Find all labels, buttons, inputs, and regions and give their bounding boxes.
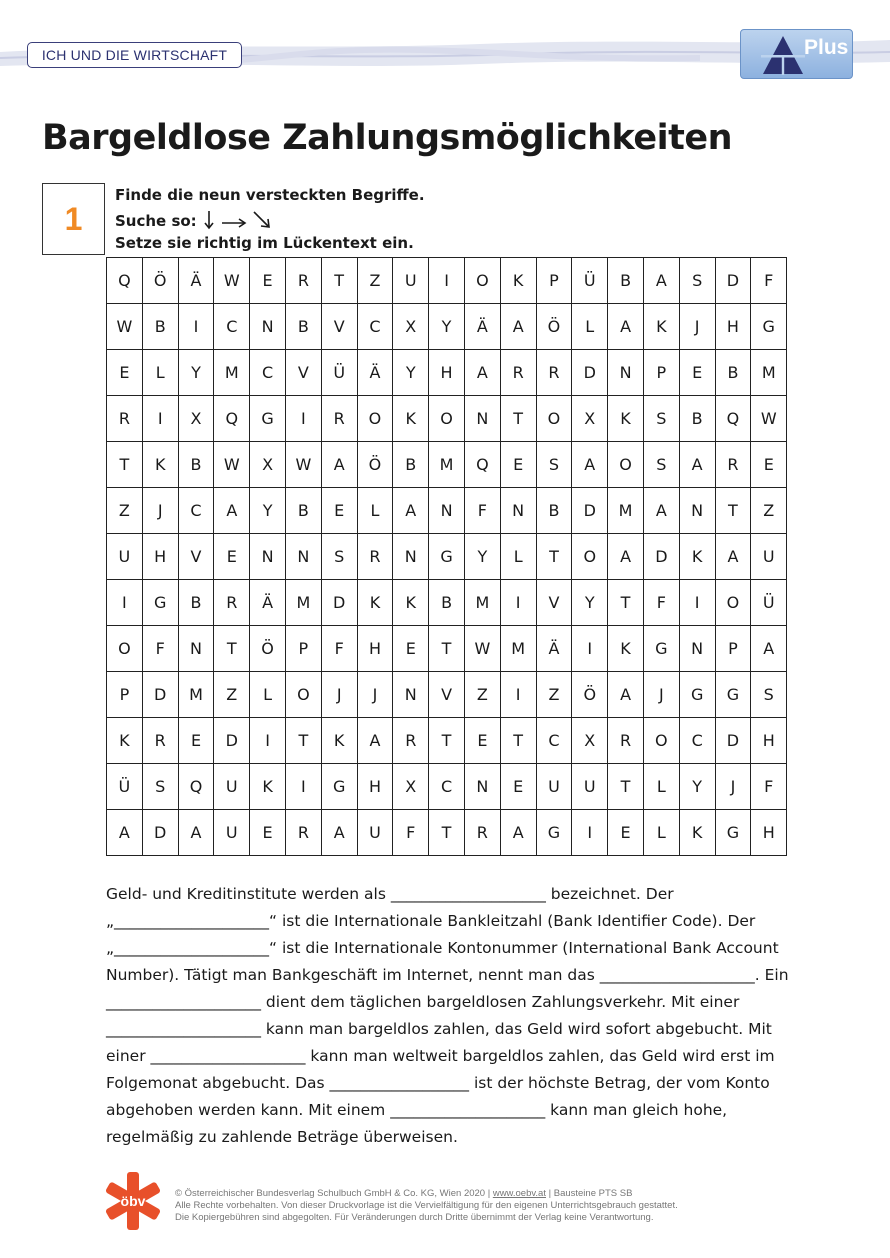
grid-cell: V [286, 350, 322, 396]
grid-cell: A [716, 534, 752, 580]
grid-cell: A [322, 810, 358, 856]
grid-cell: T [322, 258, 358, 304]
grid-cell: U [107, 534, 143, 580]
task-number: 1 [42, 183, 105, 255]
grid-cell: V [537, 580, 573, 626]
grid-cell: Y [429, 304, 465, 350]
grid-cell: Ü [572, 258, 608, 304]
grid-cell: G [429, 534, 465, 580]
oebv-logo [103, 1170, 163, 1232]
grid-cell: T [501, 396, 537, 442]
grid-cell: D [572, 350, 608, 396]
grid-cell: F [322, 626, 358, 672]
grid-cell: Ü [751, 580, 787, 626]
grid-cell: G [716, 672, 752, 718]
plus-badge [740, 29, 853, 79]
grid-cell: A [608, 534, 644, 580]
grid-cell: I [680, 580, 716, 626]
grid-cell: Ö [572, 672, 608, 718]
grid-cell: A [465, 350, 501, 396]
grid-cell: X [179, 396, 215, 442]
grid-cell: I [250, 718, 286, 764]
grid-cell: W [107, 304, 143, 350]
grid-cell: A [107, 810, 143, 856]
grid-cell: Z [537, 672, 573, 718]
grid-cell: P [716, 626, 752, 672]
grid-cell: W [751, 396, 787, 442]
grid-cell: R [286, 810, 322, 856]
grid-cell: K [608, 396, 644, 442]
grid-cell: T [429, 626, 465, 672]
grid-cell: T [608, 580, 644, 626]
grid-cell: U [393, 258, 429, 304]
grid-cell: X [572, 396, 608, 442]
grid-cell: R [286, 258, 322, 304]
grid-cell: D [143, 672, 179, 718]
grid-cell: Ä [537, 626, 573, 672]
grid-cell: K [501, 258, 537, 304]
grid-cell: O [716, 580, 752, 626]
footer-line-1 [175, 1188, 678, 1200]
grid-cell: A [501, 810, 537, 856]
grid-cell: K [680, 534, 716, 580]
grid-cell: I [107, 580, 143, 626]
grid-cell: N [429, 488, 465, 534]
grid-cell: E [608, 810, 644, 856]
grid-cell: N [250, 534, 286, 580]
arrow-down-icon [202, 210, 216, 230]
grid-cell: X [250, 442, 286, 488]
grid-cell: I [286, 764, 322, 810]
grid-cell: K [358, 580, 394, 626]
grid-cell: I [572, 810, 608, 856]
grid-cell: Ö [537, 304, 573, 350]
grid-cell: X [572, 718, 608, 764]
grid-cell: I [501, 580, 537, 626]
grid-cell: T [286, 718, 322, 764]
grid-cell: F [644, 580, 680, 626]
grid-cell: A [393, 488, 429, 534]
grid-cell: N [608, 350, 644, 396]
grid-cell: T [429, 810, 465, 856]
grid-cell: U [572, 764, 608, 810]
grid-cell: M [214, 350, 250, 396]
grid-cell: J [322, 672, 358, 718]
grid-cell: K [393, 396, 429, 442]
grid-cell: G [537, 810, 573, 856]
grid-cell: N [179, 626, 215, 672]
grid-cell: A [358, 718, 394, 764]
grid-cell: R [393, 718, 429, 764]
grid-cell: E [501, 442, 537, 488]
grid-cell: O [465, 258, 501, 304]
grid-cell: E [501, 764, 537, 810]
cloze-line: Folgemonat abgebucht. Das __________________ ist der höchste Betrag, der vom Konto [106, 1074, 770, 1092]
grid-cell: C [179, 488, 215, 534]
grid-cell: M [429, 442, 465, 488]
cloze-line: einer ____________________ kann man weltweit bargeldlos zahlen, das Geld wird erst im [106, 1047, 775, 1065]
grid-cell: M [286, 580, 322, 626]
grid-cell: O [286, 672, 322, 718]
grid-cell: P [107, 672, 143, 718]
grid-cell: Y [179, 350, 215, 396]
grid-cell: G [143, 580, 179, 626]
grid-cell: Ü [322, 350, 358, 396]
instruction-line-1: Finde die neun versteckten Begriffe. [115, 186, 425, 204]
grid-cell: A [572, 442, 608, 488]
grid-cell: N [465, 396, 501, 442]
grid-cell: H [751, 810, 787, 856]
grid-cell: A [501, 304, 537, 350]
grid-cell: G [644, 626, 680, 672]
grid-cell: E [107, 350, 143, 396]
footer-copyright-text: © Österreichischer Bundesverlag Schulbuch GmbH & Co. KG, Wien 2020 | [175, 1188, 493, 1199]
grid-cell: R [537, 350, 573, 396]
grid-cell: V [429, 672, 465, 718]
grid-cell: C [214, 304, 250, 350]
grid-cell: M [501, 626, 537, 672]
footer-series-text: | Bausteine PTS SB [545, 1188, 633, 1199]
grid-cell: B [286, 488, 322, 534]
page-title: Bargeldlose Zahlungsmöglichkeiten [42, 118, 733, 158]
cloze-line: „____________________“ ist die Internationale Bankleitzahl (Bank Identifier Code). Der [106, 912, 756, 930]
grid-cell: T [107, 442, 143, 488]
grid-cell: D [716, 718, 752, 764]
triangle-logo-icon [761, 34, 805, 76]
grid-cell: I [143, 396, 179, 442]
plus-badge-label: Plus [804, 36, 849, 59]
grid-cell: S [751, 672, 787, 718]
grid-cell: L [644, 810, 680, 856]
grid-cell: H [358, 626, 394, 672]
grid-cell: I [179, 304, 215, 350]
grid-cell: Ä [465, 304, 501, 350]
grid-cell: D [143, 810, 179, 856]
grid-cell: A [644, 258, 680, 304]
grid-cell: N [501, 488, 537, 534]
grid-cell: T [214, 626, 250, 672]
grid-cell: J [680, 304, 716, 350]
grid-cell: Z [358, 258, 394, 304]
grid-cell: L [250, 672, 286, 718]
grid-cell: B [286, 304, 322, 350]
grid-cell: E [751, 442, 787, 488]
grid-cell: V [179, 534, 215, 580]
grid-cell: L [501, 534, 537, 580]
grid-cell: S [143, 764, 179, 810]
grid-cell: S [644, 396, 680, 442]
footer-line-3: Die Kopiergebühren sind abgegolten. Für Veränderungen durch Dritte übernimmt der Verlag keine Verantwortung. [175, 1212, 654, 1223]
grid-cell: I [572, 626, 608, 672]
grid-cell: W [465, 626, 501, 672]
grid-cell: H [358, 764, 394, 810]
grid-cell: A [214, 488, 250, 534]
grid-cell: K [644, 304, 680, 350]
grid-cell: E [393, 626, 429, 672]
grid-cell: K [250, 764, 286, 810]
grid-cell: B [179, 442, 215, 488]
grid-cell: N [393, 672, 429, 718]
grid-cell: Y [680, 764, 716, 810]
grid-cell: M [465, 580, 501, 626]
grid-cell: O [358, 396, 394, 442]
grid-cell: A [644, 488, 680, 534]
grid-cell: S [537, 442, 573, 488]
grid-cell: C [680, 718, 716, 764]
grid-cell: D [572, 488, 608, 534]
grid-cell: E [465, 718, 501, 764]
grid-cell: R [322, 396, 358, 442]
grid-cell: G [322, 764, 358, 810]
grid-cell: U [214, 764, 250, 810]
grid-cell: K [107, 718, 143, 764]
grid-cell: B [680, 396, 716, 442]
instruction-line-2 [115, 210, 272, 230]
grid-cell: F [143, 626, 179, 672]
grid-cell: A [608, 304, 644, 350]
grid-cell: Ö [358, 442, 394, 488]
grid-cell: L [358, 488, 394, 534]
grid-cell: L [644, 764, 680, 810]
grid-cell: R [465, 810, 501, 856]
grid-cell: J [143, 488, 179, 534]
arrow-diagonal-icon [252, 210, 272, 230]
grid-cell: X [393, 304, 429, 350]
grid-cell: Z [465, 672, 501, 718]
publisher-link[interactable]: www.oebv.at [492, 1188, 546, 1199]
grid-cell: C [429, 764, 465, 810]
grid-cell: B [429, 580, 465, 626]
grid-cell: M [608, 488, 644, 534]
grid-cell: Y [393, 350, 429, 396]
grid-cell: G [751, 304, 787, 350]
grid-cell: Y [250, 488, 286, 534]
grid-cell: G [716, 810, 752, 856]
arrow-right-icon [221, 216, 247, 230]
grid-cell: P [537, 258, 573, 304]
grid-cell: M [751, 350, 787, 396]
grid-cell: K [680, 810, 716, 856]
grid-cell: M [179, 672, 215, 718]
grid-cell: O [107, 626, 143, 672]
grid-cell: O [572, 534, 608, 580]
word-search-grid [106, 257, 787, 856]
grid-cell: R [143, 718, 179, 764]
grid-cell: P [286, 626, 322, 672]
grid-cell: S [322, 534, 358, 580]
grid-cell: N [286, 534, 322, 580]
grid-cell: K [322, 718, 358, 764]
grid-cell: C [250, 350, 286, 396]
grid-cell: R [608, 718, 644, 764]
grid-cell: Y [572, 580, 608, 626]
grid-cell: F [393, 810, 429, 856]
grid-cell: B [608, 258, 644, 304]
grid-cell: N [680, 626, 716, 672]
grid-cell: B [143, 304, 179, 350]
grid-cell: A [322, 442, 358, 488]
grid-cell: U [214, 810, 250, 856]
grid-cell: A [179, 810, 215, 856]
grid-cell: E [214, 534, 250, 580]
grid-cell: Ü [107, 764, 143, 810]
cloze-line: „____________________“ ist die Internationale Kontonummer (International Bank Account [106, 939, 779, 957]
grid-cell: Q [716, 396, 752, 442]
grid-cell: U [537, 764, 573, 810]
grid-cell: W [214, 258, 250, 304]
grid-cell: N [393, 534, 429, 580]
grid-cell: I [501, 672, 537, 718]
grid-cell: I [286, 396, 322, 442]
grid-cell: Ö [143, 258, 179, 304]
grid-cell: S [680, 258, 716, 304]
grid-cell: Ä [179, 258, 215, 304]
grid-cell: R [358, 534, 394, 580]
grid-cell: T [716, 488, 752, 534]
series-tag: ICH UND DIE WIRTSCHAFT [27, 42, 242, 68]
grid-cell: K [608, 626, 644, 672]
grid-cell: H [751, 718, 787, 764]
grid-cell: Z [214, 672, 250, 718]
grid-cell: N [465, 764, 501, 810]
grid-cell: R [501, 350, 537, 396]
grid-cell: Ö [250, 626, 286, 672]
cloze-line: regelmäßig zu zahlende Beträge überweisen. [106, 1128, 458, 1146]
grid-cell: U [751, 534, 787, 580]
grid-cell: F [465, 488, 501, 534]
grid-cell: Ä [250, 580, 286, 626]
grid-cell: H [143, 534, 179, 580]
grid-cell: E [322, 488, 358, 534]
grid-cell: E [250, 258, 286, 304]
grid-cell: N [250, 304, 286, 350]
grid-cell: Q [107, 258, 143, 304]
grid-cell: O [537, 396, 573, 442]
cloze-line: ____________________ dient dem täglichen bargeldlosen Zahlungsverkehr. Mit einer [106, 993, 740, 1011]
grid-cell: L [143, 350, 179, 396]
grid-cell: H [429, 350, 465, 396]
grid-cell: J [358, 672, 394, 718]
cloze-line: ____________________ kann man bargeldlos zahlen, das Geld wird sofort abgebucht. Mit [106, 1020, 772, 1038]
instruction-line-3: Setze sie richtig im Lückentext ein. [115, 234, 414, 252]
grid-cell: D [214, 718, 250, 764]
grid-cell: A [751, 626, 787, 672]
grid-cell: E [179, 718, 215, 764]
cloze-text [106, 881, 846, 1151]
grid-cell: B [179, 580, 215, 626]
grid-cell: I [429, 258, 465, 304]
grid-cell: P [644, 350, 680, 396]
cloze-line: Number). Tätigt man Bankgeschäft im Internet, nennt man das ____________________. Ein [106, 966, 789, 984]
cloze-line: abgehoben werden kann. Mit einem ____________________ kann man gleich hohe, [106, 1101, 728, 1119]
footer-line-2: Alle Rechte vorbehalten. Von dieser Druckvorlage ist die Vervielfältigung für den eigenen Unterrichtsgebrauch gestattet. [175, 1200, 678, 1211]
instruction-search-label: Suche so: [115, 212, 197, 230]
grid-cell: W [214, 442, 250, 488]
grid-cell: G [680, 672, 716, 718]
grid-cell: B [393, 442, 429, 488]
grid-cell: D [644, 534, 680, 580]
grid-cell: F [751, 258, 787, 304]
grid-cell: R [716, 442, 752, 488]
grid-cell: J [716, 764, 752, 810]
grid-cell: R [107, 396, 143, 442]
grid-cell: N [680, 488, 716, 534]
grid-cell: Y [465, 534, 501, 580]
grid-cell: O [608, 442, 644, 488]
grid-cell: O [429, 396, 465, 442]
grid-cell: B [537, 488, 573, 534]
grid-cell: X [393, 764, 429, 810]
grid-cell: T [537, 534, 573, 580]
footer-copyright [175, 1188, 678, 1224]
grid-cell: C [358, 304, 394, 350]
grid-cell: K [393, 580, 429, 626]
oebv-logo-text: öbv [120, 1193, 146, 1209]
grid-cell: J [644, 672, 680, 718]
grid-cell: Q [214, 396, 250, 442]
grid-cell: R [214, 580, 250, 626]
grid-cell: K [143, 442, 179, 488]
grid-cell: A [680, 442, 716, 488]
grid-cell: L [572, 304, 608, 350]
grid-cell: U [358, 810, 394, 856]
grid-cell: Q [465, 442, 501, 488]
grid-cell: Z [751, 488, 787, 534]
grid-cell: T [608, 764, 644, 810]
cloze-line: Geld- und Kreditinstitute werden als ____________________ bezeichnet. Der [106, 885, 674, 903]
grid-cell: E [680, 350, 716, 396]
grid-cell: T [501, 718, 537, 764]
grid-cell: W [286, 442, 322, 488]
grid-cell: O [644, 718, 680, 764]
grid-cell: Q [179, 764, 215, 810]
grid-cell: Z [107, 488, 143, 534]
grid-cell: H [716, 304, 752, 350]
grid-cell: C [537, 718, 573, 764]
grid-cell: B [716, 350, 752, 396]
grid-cell: S [644, 442, 680, 488]
grid-cell: Ä [358, 350, 394, 396]
grid-cell: T [429, 718, 465, 764]
grid-cell: G [250, 396, 286, 442]
grid-cell: F [751, 764, 787, 810]
grid-cell: E [250, 810, 286, 856]
grid-cell: D [322, 580, 358, 626]
grid-cell: V [322, 304, 358, 350]
grid-cell: D [716, 258, 752, 304]
grid-cell: A [608, 672, 644, 718]
